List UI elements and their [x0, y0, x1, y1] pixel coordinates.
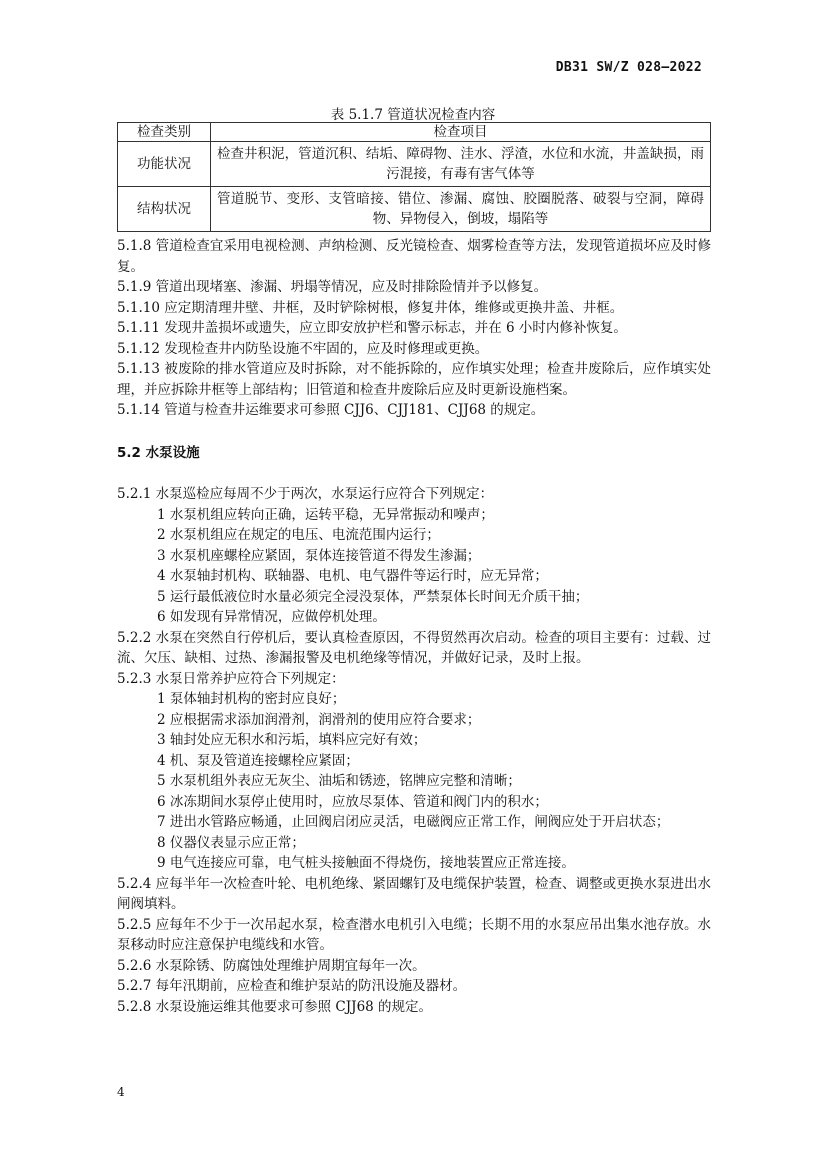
section-heading: 5.2 水泵设施: [117, 444, 200, 461]
clause: 5.2.6 水泵除锈、防腐蚀处理维护周期宜每年一次。: [117, 957, 426, 974]
inspection-table: [117, 122, 711, 232]
clause: 5.1.9 管道出现堵塞、渗漏、坍塌等情况，应及时排除险情并予以修复。: [117, 279, 548, 295]
list-item: 2 水泵机组应在规定的电压、电流范围内运行；: [157, 527, 440, 543]
table-title: 表 5.1.7 管道状况检查内容: [330, 107, 496, 123]
list-item: 1 泵体轴封机构的密封应良好；: [157, 691, 346, 707]
clause: 5.2.4 应每半年一次检查叶轮、电机绝缘、紧固螺钉及电缆保护装置，检查、调整或更换水泵进出水闸阀填料。: [117, 875, 711, 912]
table-row: [118, 142, 711, 187]
clause: 5.2.2 水泵在突然自行停机后，要认真检查原因，不得贸然再次启动。检查的项目主要有：过载、过流、欠压、缺相、过热、渗漏报警及电机绝缘等情况，并做好记录，及时上报。: [117, 629, 711, 666]
clause: 5.1.11 发现井盖损坏或遗失，应立即安放护栏和警示标志，并在 6 小时内修补恢复。: [117, 320, 627, 336]
header-category: 检查类别: [118, 123, 211, 142]
clause: 5.2.1 水泵巡检应每周不少于两次，水泵运行应符合下列规定：: [117, 486, 494, 502]
clause: 5.2.7 每年汛期前，应检查和维护泵站的防汛设施及器材。: [117, 978, 467, 994]
row-items: 管道脱节、变形、支管暗接、错位、渗漏、腐蚀、胶圈脱落、破裂与空洞，障碍物、异物侵入，倒坡，塌陷等: [211, 187, 711, 232]
list-item: 7 进出水管路应畅通，止回阀启闭应灵活，电磁阀应正常工作，闸阀应处于开启状态；: [157, 814, 670, 830]
list-item: 2 应根据需求添加润滑剂，润滑剂的使用应符合要求；: [157, 711, 481, 728]
clause: 5.1.12 发现检查井内防坠设施不牢固的，应及时修理或更换。: [117, 340, 489, 357]
list-item: 8 仪器仪表显示应正常；: [157, 834, 305, 851]
clause: 5.2.5 应每年不少于一次吊起水泵，检查潜水电机引入电缆；长期不用的水泵应吊出集水池存放。水泵移动时应注意保护电缆线和水管。: [117, 916, 711, 953]
clause: 5.2.8 水泵设施运维其他要求可参照 CJJ68 的规定。: [117, 998, 433, 1015]
list-item: 4 机、泵及管道连接螺栓应紧固；: [157, 752, 359, 769]
row-category: 结构状况: [118, 187, 211, 232]
row-items: 检查井积泥，管道沉积、结垢、障碍物、洼水、浮渣，水位和水流，井盖缺损，雨污混接，有毒有害气体等: [211, 142, 711, 187]
list-item: 3 水泵机座螺栓应紧固，泵体连接管道不得发生渗漏；: [157, 547, 481, 564]
list-item: 1 水泵机组应转向正确，运转平稳，无异常振动和噪声；: [157, 506, 494, 523]
clause: 5.1.14 管道与检查井运维要求可参照 CJJ6、CJJ181、CJJ68 的规定。: [117, 402, 545, 418]
clause: 5.1.8 管道检查宜采用电视检测、声纳检测、反光镜检查、烟雾检查等方法，发现管道损坏应及时修复。: [117, 238, 711, 275]
table-header-row: [118, 123, 711, 142]
page-number: 4: [117, 1085, 125, 1099]
list-item: 9 电气连接应可靠，电气桩头接触面不得烧伤，接地装置应正常连接。: [157, 855, 575, 871]
list-item: 4 水泵轴封机构、联轴器、电机、电气器件等运行时，应无异常；: [157, 568, 548, 584]
list-item: 6 冰冻期间水泵停止使用时，应放尽泵体、管道和阀门内的积水；: [157, 793, 548, 810]
header-items: 检查项目: [211, 123, 711, 142]
list-item: 6 如发现有异常情况，应做停机处理。: [157, 609, 386, 625]
table-row: [118, 187, 711, 232]
clause: 5.1.10 应定期清理井壁、井框，及时铲除树根，修复井体，维修或更换井盖、井框。: [117, 299, 624, 316]
document-body: [117, 236, 711, 1017]
list-item: 5 水泵机组外表应无灰尘、油垢和锈迹，铭牌应完整和清晰；: [157, 773, 521, 789]
document-code: DB31 SW/Z 028—2022: [555, 60, 702, 75]
list-item: 3 轴封处应无积水和污垢，填料应完好有效；: [157, 732, 427, 748]
clause: 5.2.3 水泵日常养护应符合下列规定：: [117, 670, 345, 687]
clause: 5.1.13 被废除的排水管道应及时拆除，对不能拆除的，应作填实处理；检查井废除后，应作填实处理，并应拆除井框等上部结构；旧管道和检查井废除后应及时更新设施档案。: [117, 361, 711, 398]
row-category: 功能状况: [118, 142, 211, 187]
list-item: 5 运行最低液位时水量必须完全浸没泵体，严禁泵体长时间无介质干抽；: [157, 588, 589, 605]
